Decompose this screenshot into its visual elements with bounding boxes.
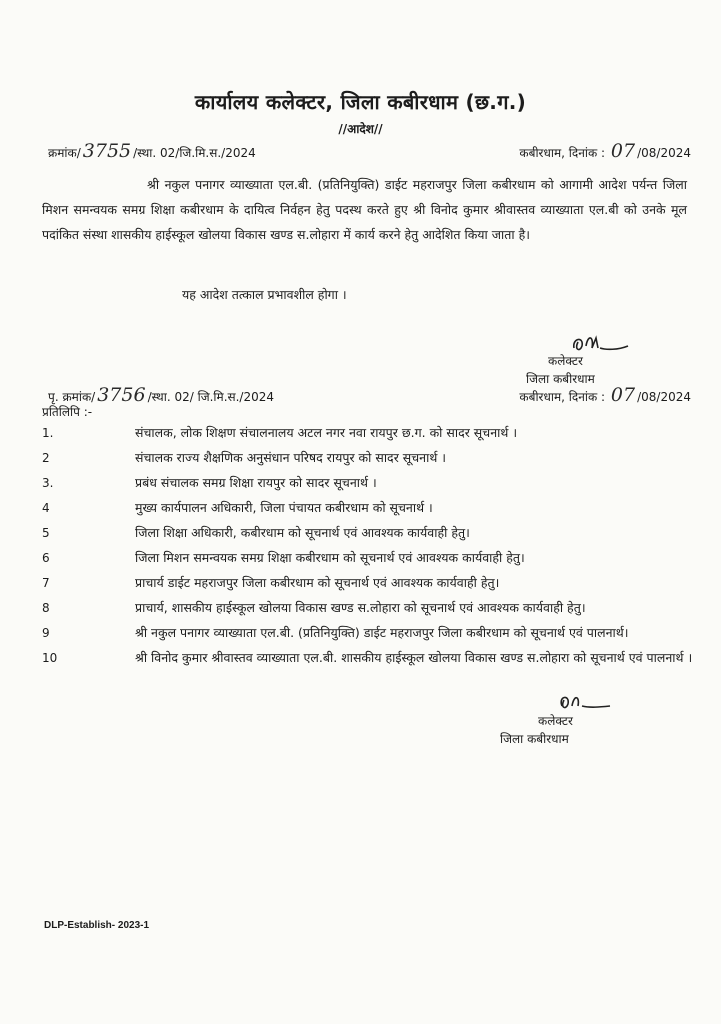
order-body-text: श्री नकुल पनागर व्याख्याता एल.बी. (प्रतिनियुक्ति) डाईट महराजपुर जिला कबीरधाम को आगामी आदेश पर्यन्त जिला मिशन समन्वयक समग्र शिक्षा कबीरधाम के दायित्व निर्वहन हेतु पदस्थ करते हुए श्री विनोद कुमार श्रीवास्तव व्याख्याता एल.बी को उनके मूल पदांकित संस्था शासकीय हाईस्कूल खोलया विकास खण्ड स.लोहारा में कार्य करने हेतु आदेशित किया जाता है। xyxy=(42,177,687,242)
endorsement-date xyxy=(519,384,691,406)
endorsement-date-month-year: /08/2024 xyxy=(637,390,691,404)
copy-to-item xyxy=(42,647,702,669)
endorsement-date-day-handwritten: 07 xyxy=(610,384,636,406)
copy-to-item-number: 4 xyxy=(42,501,50,515)
copy-to-item xyxy=(42,447,702,469)
signature-1-district: जिला कबीरधाम xyxy=(526,372,595,386)
order-date-month-year: /08/2024 xyxy=(637,146,691,160)
copy-to-item-text: मुख्य कार्यपालन अधिकारी, जिला पंचायत कबीरधाम को सूचनार्थ । xyxy=(135,500,433,515)
signature-1-designation: कलेक्टर xyxy=(548,354,583,368)
order-number-suffix: /स्था. 02/जि.मि.स./2024 xyxy=(133,146,256,160)
endorsement-reference-line xyxy=(48,384,691,406)
signature-mark-2 xyxy=(556,688,616,714)
copy-to-item xyxy=(42,497,702,519)
copy-to-item-number: 9 xyxy=(42,626,50,640)
copy-to-item xyxy=(42,547,702,569)
copy-to-item-number: 2 xyxy=(42,451,50,465)
endorsement-number-prefix: पृ. क्रमांक/ xyxy=(48,390,96,404)
copy-to-item-text: संचालक राज्य शैक्षणिक अनुसंधान परिषद रायपुर को सादर सूचनार्थ । xyxy=(135,450,447,465)
order-date xyxy=(519,140,691,162)
copy-to-item-number: 3. xyxy=(42,476,54,490)
order-date-day-handwritten: 07 xyxy=(610,140,636,162)
copy-to-item xyxy=(42,597,702,619)
order-number-prefix: क्रमांक/ xyxy=(48,146,81,160)
endorsement-number-suffix: /स्था. 02/ जि.मि.स./2024 xyxy=(147,390,275,404)
order-body xyxy=(42,172,687,247)
copy-to-item-number: 7 xyxy=(42,576,50,590)
order-number xyxy=(48,140,256,162)
order-reference-line xyxy=(48,140,691,162)
copy-to-item-text: श्री नकुल पनागर व्याख्याता एल.बी. (प्रतिनियुक्ति) डाईट महराजपुर जिला कबीरधाम को सूचनार्थ एवं पालनार्थ। xyxy=(135,625,629,640)
copy-to-item-text: जिला मिशन समन्वयक समग्र शिक्षा कबीरधाम को सूचनार्थ एवं आवश्यक कार्यवाही हेतु। xyxy=(135,550,525,565)
copy-to-item xyxy=(42,422,702,444)
copy-to-item xyxy=(42,522,702,544)
copy-to-item-text: श्री विनोद कुमार श्रीवास्तव व्याख्याता एल.बी. शासकीय हाईस्कूल खोलया विकास खण्ड स.लोहारा को सूचनार्थ एवं पालनार्थ । xyxy=(135,650,693,665)
copy-to-item-text: जिला शिक्षा अधिकारी, कबीरधाम को सूचनार्थ एवं आवश्यक कार्यवाही हेतु। xyxy=(135,525,470,540)
copy-to-item-text: प्रबंध संचालक समग्र शिक्षा रायपुर को सादर सूचनार्थ । xyxy=(135,475,377,490)
copy-to-item xyxy=(42,472,702,494)
copy-to-item-text: संचालक, लोक शिक्षण संचालनालय अटल नगर नवा रायपुर छ.ग. को सादर सूचनार्थ । xyxy=(135,425,518,440)
copy-to-item-text: प्राचार्य, शासकीय हाईस्कूल खोलया विकास खण्ड स.लोहारा को सूचनार्थ एवं आवश्यक कार्यवाही हेतु। xyxy=(135,600,586,615)
copy-to-item xyxy=(42,622,702,644)
footer-code: DLP-Establish- 2023-1 xyxy=(44,920,150,931)
office-title: कार्यालय कलेक्टर, जिला कबीरधाम (छ.ग.) xyxy=(194,90,527,114)
signature-2-designation: कलेक्टर xyxy=(538,714,573,728)
copy-to-item-number: 8 xyxy=(42,601,50,615)
copy-to-item-number: 10 xyxy=(42,651,58,665)
endorsement-date-label: कबीरधाम, दिनांक : xyxy=(519,390,606,404)
order-date-label: कबीरधाम, दिनांक : xyxy=(519,146,606,160)
order-number-handwritten: 3755 xyxy=(82,140,132,162)
signature-2-district: जिला कबीरधाम xyxy=(500,732,569,746)
copy-to-item-text: प्राचार्य डाईट महराजपुर जिला कबीरधाम को सूचनार्थ एवं आवश्यक कार्यवाही हेतु। xyxy=(135,575,500,590)
copy-to-item-number: 1. xyxy=(42,426,54,440)
signature-block-2 xyxy=(500,712,573,748)
signature-block-1 xyxy=(526,352,595,388)
order-heading: //आदेश// xyxy=(338,122,383,136)
copy-to-list xyxy=(42,422,702,672)
copy-to-item-number: 6 xyxy=(42,551,50,565)
copy-to-label: प्रतिलिपि :- xyxy=(42,405,93,419)
copy-to-item xyxy=(42,572,702,594)
copy-to-item-number: 5 xyxy=(42,526,50,540)
endorsement-number-handwritten: 3756 xyxy=(97,384,146,406)
effect-line: यह आदेश तत्काल प्रभावशील होगा । xyxy=(182,287,347,302)
